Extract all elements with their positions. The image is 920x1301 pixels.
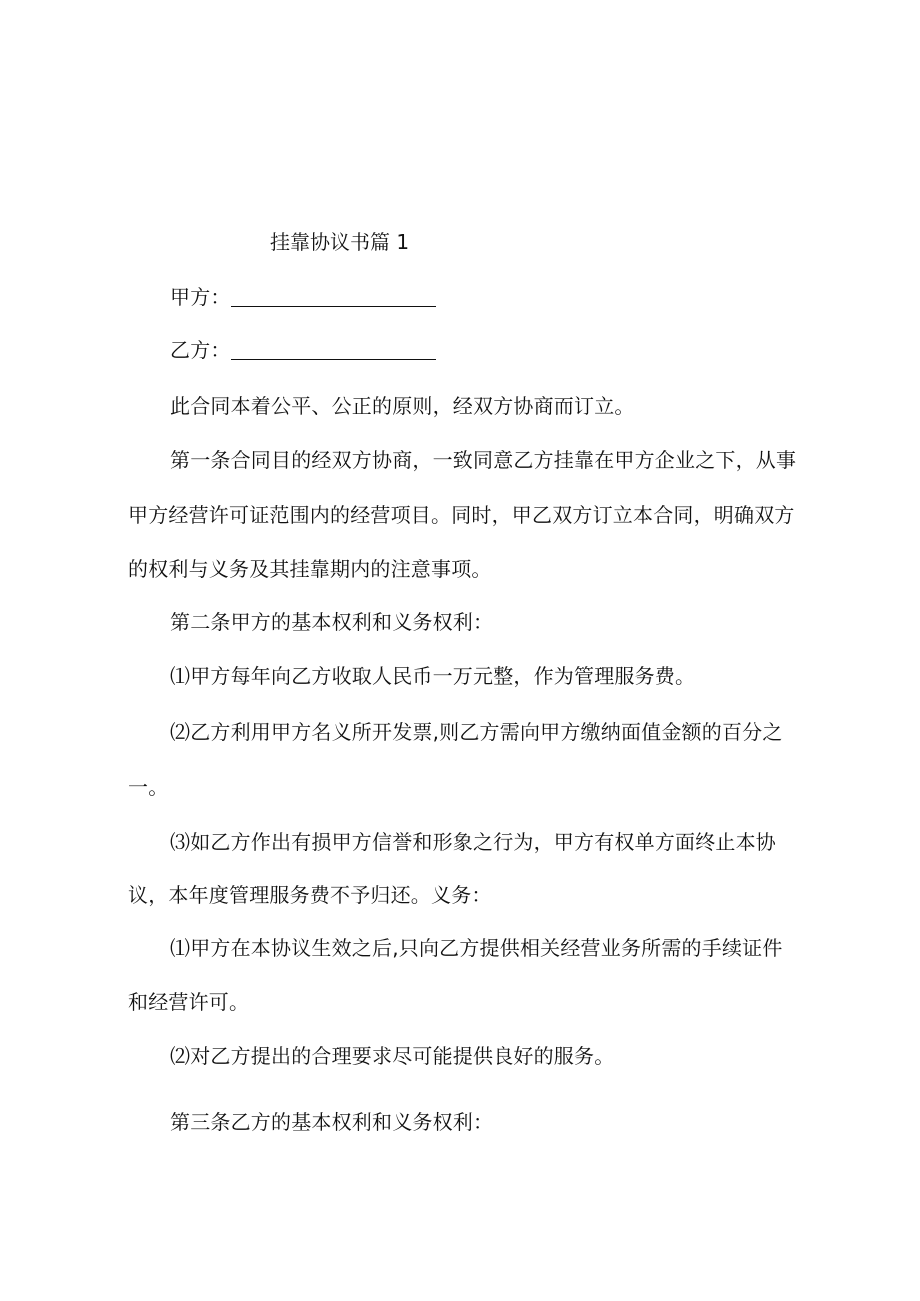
document-title: 挂靠协议书篇 1 <box>270 230 410 254</box>
party-a-blank <box>231 286 436 307</box>
duty-item-1-line-1: ⑴甲方在本协议生效之后,只向乙方提供相关经营业务所需的手续证件 <box>170 936 783 960</box>
article-2-item-1: ⑴甲方每年向乙方收取人民币一万元整，作为管理服务费。 <box>170 664 696 688</box>
article-1-line-1: 第一条合同目的经双方协商，一致同意乙方挂靠在甲方企业之下，从事 <box>170 448 797 472</box>
party-b-line <box>170 336 436 364</box>
article-2-heading: 第二条甲方的基本权利和义务权利： <box>170 610 494 634</box>
article-2-item-2-line-1: ⑵乙方利用甲方名义所开发票,则乙方需向甲方缴纳面值金额的百分之 <box>170 720 783 744</box>
article-2-item-3-line-2: 议，本年度管理服务费不予归还。义务： <box>128 883 492 907</box>
article-1-line-2: 甲方经营许可证范围内的经营项目。同时，甲乙双方订立本合同，明确双方 <box>128 503 795 527</box>
party-a-line <box>170 283 436 311</box>
article-2-item-2-line-2: 一。 <box>128 775 169 799</box>
article-1-line-3: 的权利与义务及其挂靠期内的注意事项。 <box>128 557 492 581</box>
party-a-label: 甲方： <box>170 285 231 309</box>
party-b-label: 乙方： <box>170 338 231 362</box>
paragraph-intro: 此合同本着公平、公正的原则，经双方协商而订立。 <box>170 394 635 418</box>
article-3-heading: 第三条乙方的基本权利和义务权利： <box>170 1110 494 1134</box>
duty-item-1-line-2: 和经营许可。 <box>128 990 250 1014</box>
article-2-item-3-line-1: ⑶如乙方作出有损甲方信誉和形象之行为，甲方有权单方面终止本协 <box>170 830 776 854</box>
duty-item-2: ⑵对乙方提出的合理要求尽可能提供良好的服务。 <box>170 1044 615 1068</box>
party-b-blank <box>231 339 436 360</box>
